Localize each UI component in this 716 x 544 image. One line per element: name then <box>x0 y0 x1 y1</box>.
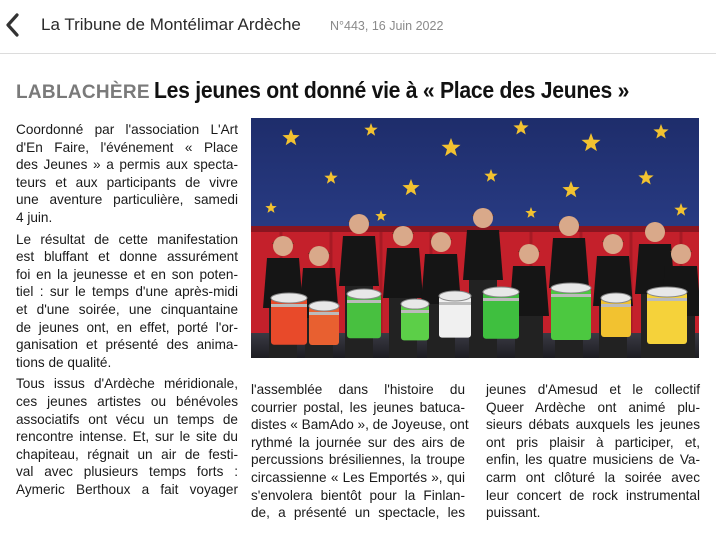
text-line: chapiteau, régnait un air de festi- <box>16 446 238 462</box>
text-line: enfin, les quatre musiciens de Va- <box>486 452 700 468</box>
text-line: distes « BamAdo », de Joyeuse, ont <box>251 417 469 433</box>
headline-title: Les jeunes ont donné vie à « Place des Jeunes » <box>153 77 629 103</box>
issue-info: N°443, 16 Juin 2022 <box>330 19 444 33</box>
headline-kicker: LABLACHÈRE <box>16 82 150 103</box>
text-line: s'envolera bientôt pour la Finlan- <box>251 487 465 503</box>
app-header <box>0 0 716 54</box>
text-line: et d'une soirée, une cinquantaine <box>16 301 238 317</box>
text-line: tiel : sur le temps d'une après-midi <box>16 284 238 300</box>
text-line: teurs et aux participants de vivre <box>16 174 238 190</box>
text-line: associatifs ont vécu un temps de <box>16 411 238 427</box>
text-line: tions de qualité. <box>16 354 112 370</box>
text-line: Coordonné par l'association L'Art <box>16 122 238 137</box>
text-line: des Jeunes » a permis aux specta- <box>16 157 238 173</box>
text-line: sieurs débats auxquels les jeunes <box>486 417 700 433</box>
text-line: puissant. <box>486 505 541 521</box>
text-line: de jeunes ont, en effet, porté l'or- <box>16 319 238 335</box>
text-line: val avec plusieurs temps forts : <box>16 464 238 480</box>
paragraph <box>16 231 238 372</box>
text-line: l'assemblée dans l'histoire du <box>251 382 465 397</box>
text-line: ganisation et présenté des anima- <box>16 337 238 353</box>
text-line: carm ont clôturé la soirée avec <box>486 469 700 485</box>
text-line: courrier postal, les jeunes batuca- <box>251 399 465 415</box>
text-line: Le résultat de cette manifestation <box>16 231 238 247</box>
publication-title: La Tribune de Montélimar Ardèche <box>41 15 301 34</box>
text-line: ont pris plaisir à participer, et, <box>486 434 700 450</box>
article-page <box>0 55 716 544</box>
back-button[interactable] <box>2 10 24 40</box>
text-line: rythmé la journée sur des airs de <box>251 434 465 450</box>
text-column-2 <box>251 381 469 522</box>
text-line: est bluffant et donne assurément <box>16 249 238 265</box>
paragraph <box>16 121 238 227</box>
text-line: ces jeunes artistes ou bénévoles <box>16 393 238 409</box>
text-line: de, a présenté un spectacle, les <box>251 505 465 521</box>
headline <box>16 77 670 104</box>
text-line: Tous issus d'Ardèche méridionale, <box>16 376 238 392</box>
paragraph <box>16 375 238 498</box>
concert-photo <box>251 118 699 358</box>
chevron-left-icon <box>2 10 24 40</box>
text-line: leur concert de rock instrumental <box>486 487 700 503</box>
article-photo <box>251 118 699 358</box>
text-line: jeunes d'Amesud et le collectif <box>486 382 700 397</box>
text-line: une aventure particulière, samedi <box>16 192 238 208</box>
text-line: foi en la jeunesse et en son poten- <box>16 266 238 282</box>
text-line: Queer Ardèche ont animé plu- <box>486 399 700 415</box>
text-line: d'En Faire, l'événement « Place <box>16 139 238 155</box>
text-column-3 <box>486 381 700 522</box>
text-line: circassienne « Les Emportés », qui <box>251 469 465 485</box>
text-column-1 <box>16 121 238 502</box>
text-line: 4 juin. <box>16 209 53 225</box>
text-line: percussions brésiliennes, la troupe <box>251 452 465 468</box>
text-line: rencontre intense. Et, sur le site du <box>16 429 238 445</box>
text-line: Aymeric Berthoux a fait voyager <box>16 481 238 497</box>
